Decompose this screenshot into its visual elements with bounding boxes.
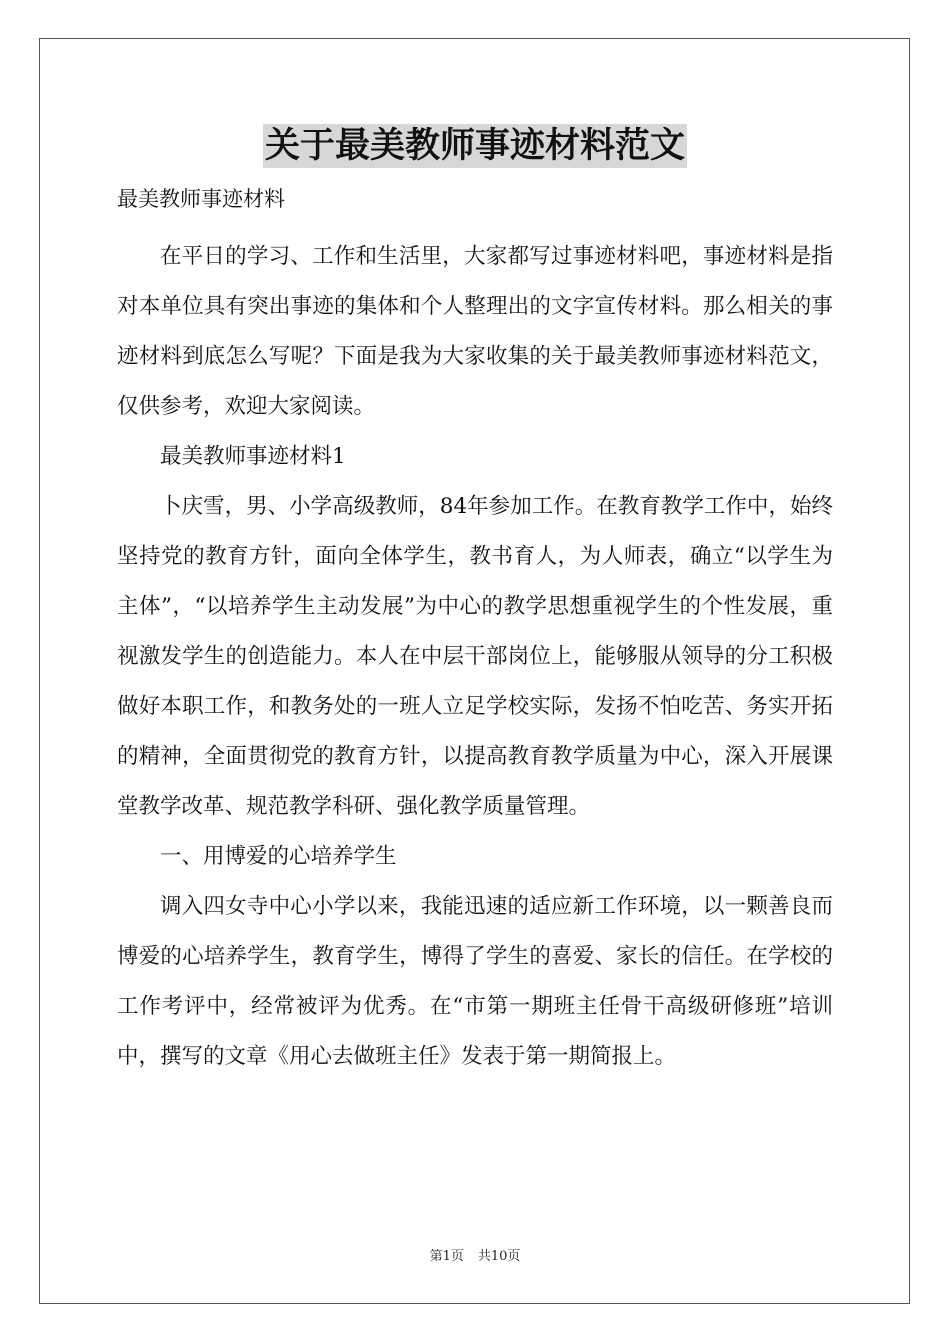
section-heading: 最美教师事迹材料1	[160, 444, 346, 469]
document-title: 关于最美教师事迹材料范文	[264, 125, 685, 166]
body-paragraph: 调入四女寺中心小学以来，我能迅速的适应新工作环境，以一颗善良而博爱的心培养学生，教育学生，博得了学生的喜爱、家长的信任。在学校的工作考评中，经常被评为优秀。在“市第一期班主任骨干高级研修班”培训中，撰写的文章《用心去做班主任》发表于第一期简报上。	[117, 894, 833, 1069]
page-total: 共10页	[477, 1249, 521, 1264]
body-paragraph: 卜庆雪，男、小学高级教师，84年参加工作。在教育教学工作中，始终坚持党的教育方针，面向全体学生，教书育人，为人师表，确立“以学生为主体”，“以培养学生主动发展”为中心的教学思想重视学生的个性发展，重视激发学生的创造能力。本人在中层干部岗位上，能够服从领导的分工积极做好本职工作，和教务处的一班人立足学校实际，发扬不怕吃苦、务实开拓的精神，全面贯彻党的教育方针，以提高教育教学质量为中心，深入开展课堂教学改革、规范教学科研、强化教学质量管理。	[117, 494, 833, 819]
intro-paragraph: 在平日的学习、工作和生活里，大家都写过事迹材料吧，事迹材料是指对本单位具有突出事迹的集体和个人整理出的文字宣传材料。那么相关的事迹材料到底怎么写呢？下面是我为大家收集的关于最美教师事迹材料范文，仅供参考，欢迎大家阅读。	[117, 244, 833, 419]
document-subtitle: 最美教师事迹材料	[117, 187, 285, 211]
title-container	[0, 124, 950, 168]
page-footer	[0, 1248, 950, 1266]
document-body	[117, 232, 833, 1082]
subsection-heading: 一、用博爱的心培养学生	[160, 844, 397, 869]
page-number: 第1页	[429, 1249, 464, 1264]
